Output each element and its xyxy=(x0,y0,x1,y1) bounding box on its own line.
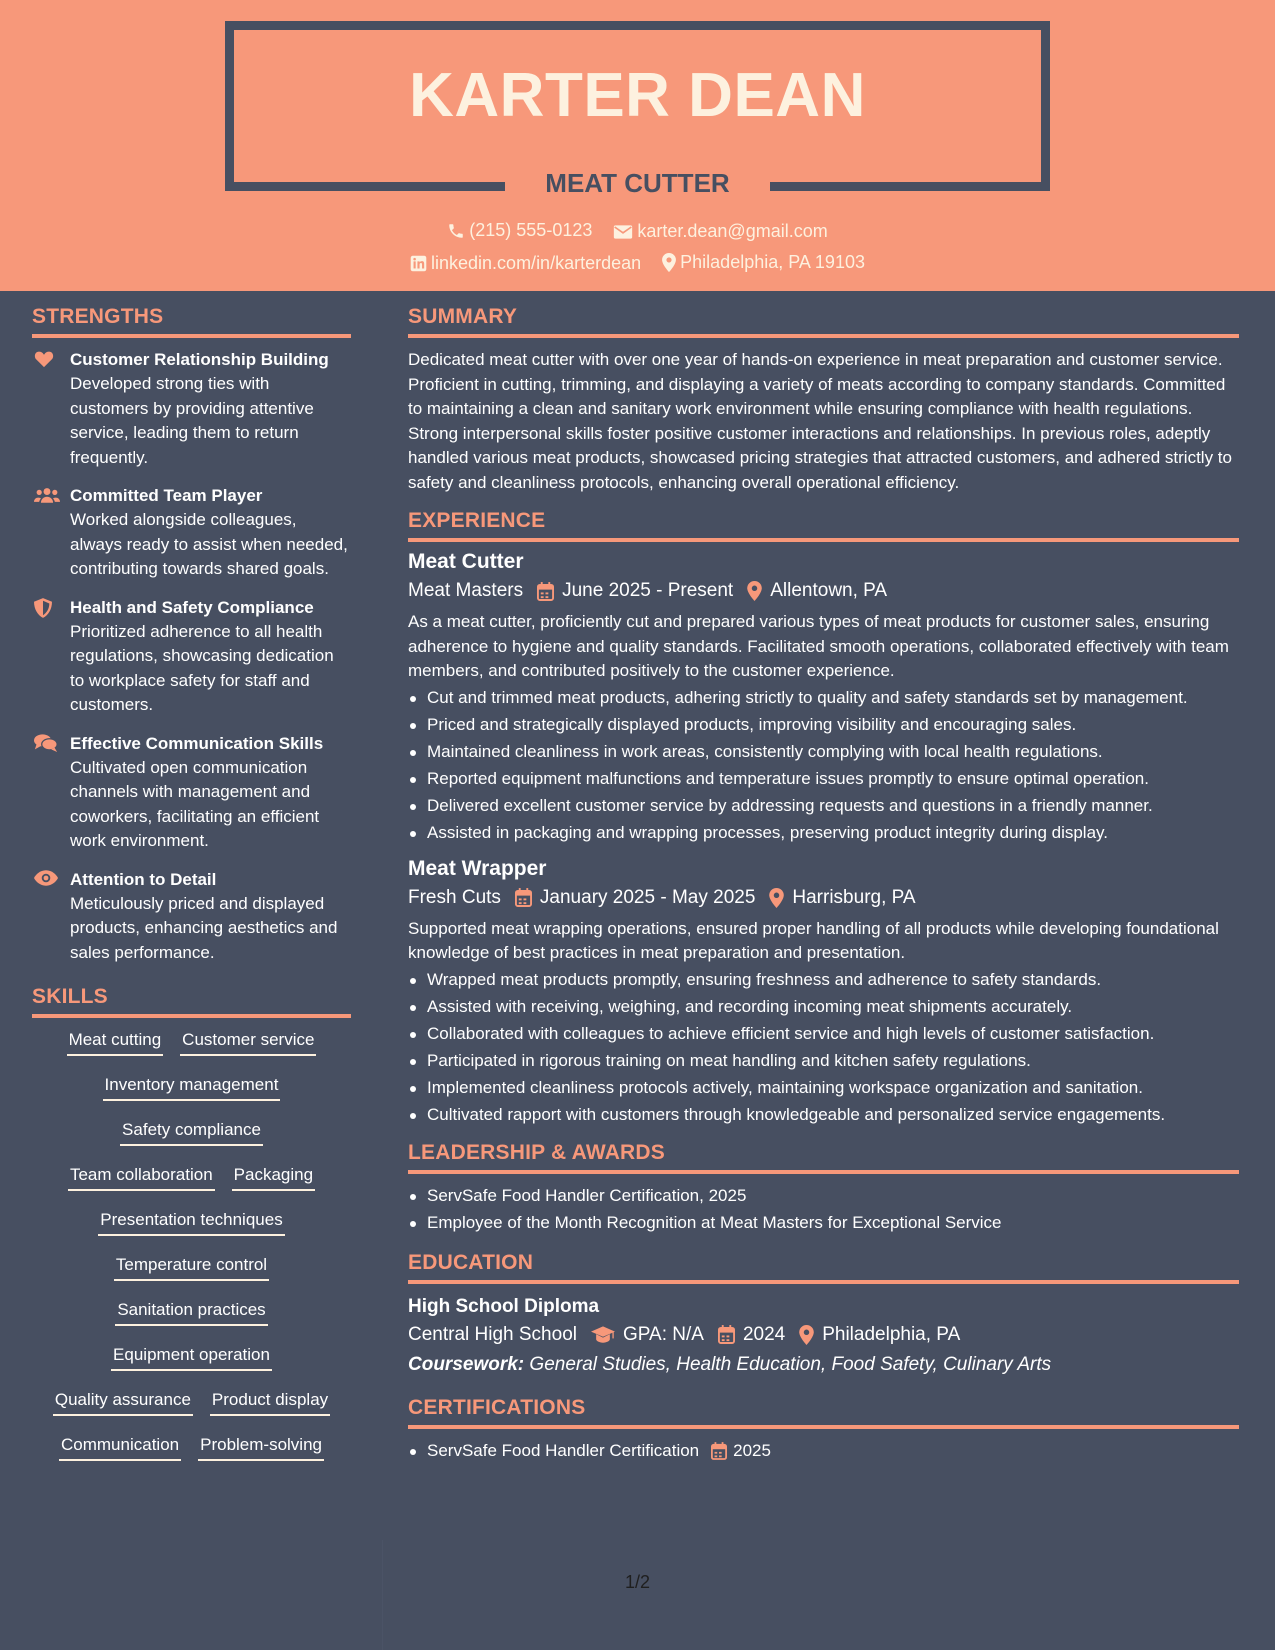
calendar-icon xyxy=(537,582,554,601)
strength-item: Attention to Detail Meticulously priced and displayed products, enhancing aesthetics and sales performance. xyxy=(32,868,351,966)
list-item: Maintained cleanliness in work areas, consistently complying with local health regulations. xyxy=(408,740,1239,764)
list-item: ServSafe Food Handler Certification, 2025 xyxy=(408,1184,1239,1208)
contact-row-1 xyxy=(0,220,1275,245)
eye-icon xyxy=(34,870,58,886)
skill-tag: Quality assurance xyxy=(53,1388,193,1416)
left-column xyxy=(32,305,351,1478)
job-location: Allentown, PA xyxy=(770,580,888,601)
job-bullets xyxy=(408,968,1239,1127)
strengths-heading: STRENGTHS xyxy=(32,305,351,338)
graduation-year: 2024 xyxy=(742,1323,786,1345)
location-contact: Philadelphia, PA 19103 xyxy=(662,252,865,273)
skill-tag: Product display xyxy=(210,1388,330,1416)
calendar-icon xyxy=(718,1325,735,1344)
column-divider xyxy=(382,1540,383,1650)
users-icon xyxy=(34,486,60,504)
list-item: Reported equipment malfunctions and temperature issues promptly to ensure optimal operation. xyxy=(408,767,1239,791)
skill-tag: Presentation techniques xyxy=(98,1208,284,1236)
summary-text: Dedicated meat cutter with over one year of hands-on experience in meat preparation and customer service. Proficient in cutting, trimming, and displaying a variety of meats according to company standards. Committed to maintaining a clean and sanitary work environment while ensuring compliance with health regulations. Strong interpersonal skills foster positive customer interactions and relationships. In previous roles, adeptly handled various meat products, showcased pricing strategies that attracted customers, and adhered strictly to safety and cleanliness protocols, enhancing overall operational efficiency. xyxy=(408,350,1232,492)
certifications-list xyxy=(408,1439,1239,1463)
linkedin-contact[interactable]: linkedin.com/in/karterdean xyxy=(410,253,641,274)
skill-tag: Meat cutting xyxy=(67,1028,164,1056)
graduation-cap-icon xyxy=(591,1326,615,1344)
company-name: Fresh Cuts xyxy=(408,886,501,908)
candidate-name: KARTER DEAN xyxy=(409,61,866,130)
skills-list xyxy=(32,1028,351,1478)
list-item: Cut and trimmed meat products, adhering strictly to quality and safety standards set by management. xyxy=(408,686,1239,710)
map-pin-icon xyxy=(799,1325,814,1345)
job-location: Harrisburg, PA xyxy=(792,886,916,908)
map-pin-icon xyxy=(747,581,762,601)
skill-tag: Equipment operation xyxy=(111,1343,272,1371)
contact-row-2 xyxy=(0,252,1275,277)
coursework: Coursework: General Studies, Health Education, Food Safety, Culinary Arts xyxy=(408,1353,1052,1375)
job-entry xyxy=(408,548,1239,845)
job-title: Meat Cutter xyxy=(408,550,524,573)
list-item: ServSafe Food Handler Certification 2025 xyxy=(408,1439,1239,1463)
list-item: Assisted in packaging and wrapping processes, preserving product integrity during display. xyxy=(408,821,1239,845)
calendar-icon xyxy=(711,1442,727,1460)
gpa: GPA: N/A xyxy=(622,1323,704,1345)
calendar-icon xyxy=(515,888,532,907)
list-item: Cultivated rapport with customers through knowledgeable and personalized service engagements. xyxy=(408,1103,1239,1127)
header-banner xyxy=(0,0,1275,291)
list-item: Employee of the Month Recognition at Meat Masters for Exceptional Service xyxy=(408,1211,1239,1235)
education-heading: EDUCATION xyxy=(408,1251,1239,1284)
skill-tag: Safety compliance xyxy=(120,1118,263,1146)
company-name: Meat Masters xyxy=(408,580,524,601)
skill-tag: Communication xyxy=(59,1433,181,1461)
phone-contact[interactable]: (215) 555-0123 xyxy=(447,220,592,241)
leadership-list xyxy=(408,1184,1239,1235)
school-name: Central High School xyxy=(408,1323,577,1345)
envelope-icon xyxy=(613,224,633,240)
job-meta xyxy=(408,883,1239,913)
skills-heading: SKILLS xyxy=(32,985,351,1018)
email-contact[interactable]: karter.dean@gmail.com xyxy=(613,221,827,242)
skill-tag: Temperature control xyxy=(114,1253,269,1281)
skill-tag: Packaging xyxy=(232,1163,315,1191)
map-pin-icon xyxy=(769,888,784,908)
strength-item: Health and Safety Compliance Prioritized adherence to all health regulations, showcasing dedication to workplace safety for staff and customers. xyxy=(32,596,351,718)
job-meta xyxy=(408,576,1239,606)
certifications-heading: CERTIFICATIONS xyxy=(408,1396,1239,1429)
education-meta xyxy=(408,1320,1239,1350)
list-item: Priced and strategically displayed products, improving visibility and encouraging sales. xyxy=(408,713,1239,737)
phone-icon xyxy=(447,222,465,240)
job-title: Meat Wrapper xyxy=(408,856,547,880)
skill-tag: Sanitation practices xyxy=(115,1298,267,1326)
list-item: Assisted with receiving, weighing, and recording incoming meat shipments accurately. xyxy=(408,995,1239,1019)
right-column xyxy=(408,305,1239,1466)
job-dates: January 2025 - May 2025 xyxy=(539,886,756,908)
skill-tag: Customer service xyxy=(180,1028,316,1056)
job-entry xyxy=(408,855,1239,1127)
page-number: 1/2 xyxy=(624,1572,651,1592)
comments-icon xyxy=(34,734,58,752)
strength-item: Customer Relationship Building Developed strong ties with customers by providing attentive service, leading them to return frequently. xyxy=(32,348,351,470)
map-pin-icon xyxy=(662,253,676,272)
job-bullets xyxy=(408,686,1239,845)
job-role: MEAT CUTTER xyxy=(545,168,730,198)
list-item: Wrapped meat products promptly, ensuring freshness and adherence to safety standards. xyxy=(408,968,1239,992)
summary-heading: SUMMARY xyxy=(408,305,1239,338)
list-item: Delivered excellent customer service by addressing requests and questions in a friendly manner. xyxy=(408,794,1239,818)
list-item: Implemented cleanliness protocols actively, maintaining workspace organization and sanitation. xyxy=(408,1076,1239,1100)
heart-icon xyxy=(34,350,54,368)
skill-tag: Inventory management xyxy=(103,1073,281,1101)
list-item: Collaborated with colleagues to achieve efficient service and high levels of customer satisfaction. xyxy=(408,1022,1239,1046)
strength-item: Committed Team Player Worked alongside colleagues, always ready to assist when needed, contributing towards shared goals. xyxy=(32,484,351,582)
leadership-heading: LEADERSHIP & AWARDS xyxy=(408,1141,1239,1174)
skill-tag: Team collaboration xyxy=(68,1163,215,1191)
job-description: As a meat cutter, proficiently cut and prepared various types of meat products for customer sales, ensuring adherence to hygiene and quality standards. Facilitated smooth operations, collaborated effectively with team members, and contributed positively to the customer experience. xyxy=(408,612,1229,680)
shield-icon xyxy=(34,598,52,618)
list-item: Participated in rigorous training on meat handling and kitchen safety regulations. xyxy=(408,1049,1239,1073)
degree-title: High School Diploma xyxy=(408,1295,600,1317)
skill-tag: Problem-solving xyxy=(198,1433,324,1461)
linkedin-icon xyxy=(410,255,427,272)
school-location: Philadelphia, PA xyxy=(822,1323,961,1345)
strength-item: Effective Communication Skills Cultivated open communication channels with management and coworkers, facilitating an efficient work environment. xyxy=(32,732,351,854)
experience-heading: EXPERIENCE xyxy=(408,509,1239,542)
job-description: Supported meat wrapping operations, ensured proper handling of all products while developing foundational knowledge of best practices in meat preparation and presentation. xyxy=(408,918,1219,962)
job-dates: June 2025 - Present xyxy=(562,580,734,601)
